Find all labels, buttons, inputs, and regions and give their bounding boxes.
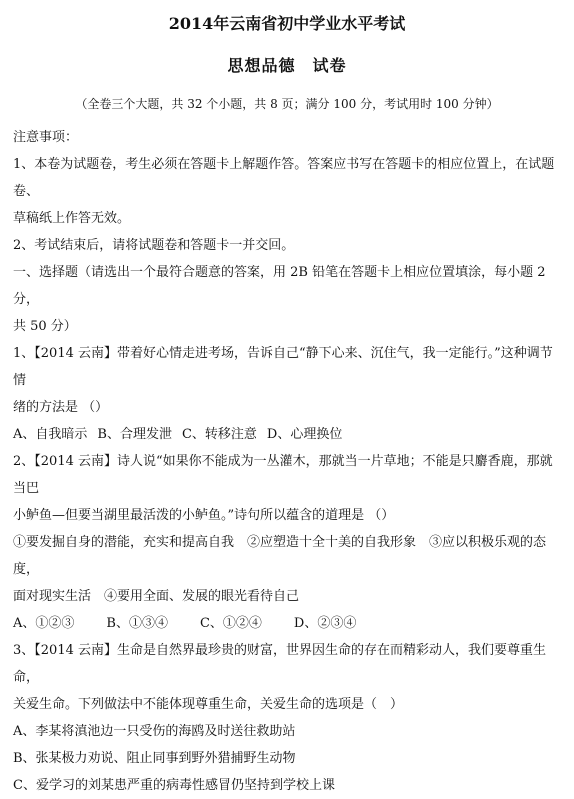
note-1-line-1: 1、本卷为试题卷，考生必须在答题卡上解题作答。答案应书写在答题卡的相应位置上，在试题卷、	[13, 157, 555, 199]
q1-option-a: A、自我暗示	[13, 427, 88, 442]
q2-option-a: A、①②③	[13, 616, 75, 631]
notes-heading: 注意事项：	[13, 130, 79, 145]
exam-info: （全卷三个大题，共 32 个小题，共 8 页；满分 100 分，考试用时 100 分钟）	[75, 97, 499, 111]
q1-option-d: D、心理换位	[266, 427, 343, 442]
exam-body	[13, 124, 564, 799]
question-1-line-1: 1、【2014 云南】带着好心情走进考场，告诉自己“静下心来、沉住气，我一定能行。”这种调节情	[13, 346, 553, 388]
q3-option-c: C、爱学习的刘某患严重的病毒性感冒仍坚持到学校上课	[13, 778, 335, 793]
section-1-intro-line-1: 一、选择题（请选出一个最符合题意的答案，用 2B 铅笔在答题卡上相应位置填涂，每小题 2 分，	[13, 265, 546, 307]
q1-option-b: B、合理发泄	[97, 427, 172, 442]
note-2: 2、考试结束后，请将试题卷和答题卡一并交回。	[13, 238, 295, 253]
question-2-options	[13, 610, 564, 637]
q2-option-c: C、①②④	[199, 616, 262, 631]
exam-title: 2014年云南省初中学业水平考试	[168, 14, 406, 33]
question-1-options	[13, 421, 564, 448]
q3-option-a: A、李某将滇池边一只受伤的海鸥及时送往救助站	[13, 724, 296, 739]
question-2-line-2: 小鲈鱼—但要当湖里最活泼的小鲈鱼。”诗句所以蕴含的道理是 （）	[13, 508, 395, 523]
question-2-statements-line-1: ①要发掘自身的潜能，充实和提高自我 ②应塑造十全十美的自我形象 ③应以积极乐观的态度，	[13, 535, 547, 577]
q2-option-b: B、①③④	[106, 616, 168, 631]
question-2-line-1: 2、【2014 云南】诗人说“如果你不能成为一丛灌木，那就当一片草地；不能是只麝香鹿，那就当巴	[13, 454, 553, 496]
note-1-line-2: 草稿纸上作答无效。	[13, 211, 131, 226]
question-2-statements-line-2: 面对现实生活 ④要用全面、发展的眼光看待自己	[13, 589, 300, 604]
question-3-line-1: 3、【2014 云南】生命是自然界最珍贵的财富，世界因生命的存在而精彩动人，我们要尊重生命，	[13, 643, 546, 685]
section-1-intro-line-2: 共 50 分）	[13, 319, 77, 334]
exam-subtitle: 思想品德 试卷	[227, 56, 347, 75]
q2-option-d: D、②③④	[293, 616, 357, 631]
question-3-line-2: 关爱生命。下列做法中不能体现尊重生命，关爱生命的选项是（ ）	[13, 697, 404, 712]
question-1-line-2: 绪的方法是 （）	[13, 400, 109, 415]
q3-option-b: B、张某极力劝说、阻止同事到野外猎捕野生动物	[13, 751, 296, 766]
q1-option-c: C、转移注意	[181, 427, 257, 442]
